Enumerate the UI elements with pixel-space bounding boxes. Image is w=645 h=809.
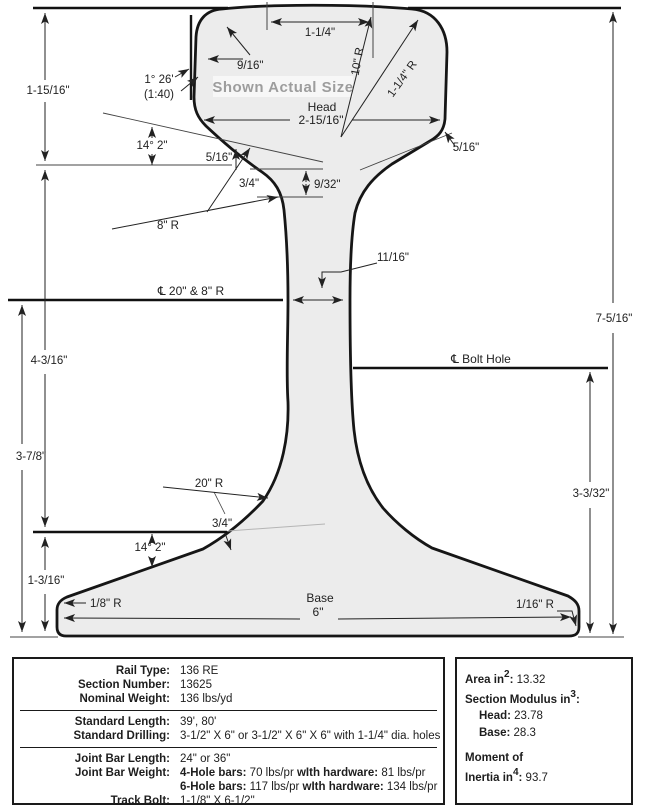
4-hole-hardware-weight: 81 lbs/pr — [381, 767, 426, 779]
inertia-label: Inertia in — [465, 771, 513, 784]
nominal-weight-label: Nominal Weight: — [79, 693, 170, 705]
6-hole-bars-weight: 117 lbs/pr — [249, 781, 300, 793]
area-colon: : — [509, 673, 514, 686]
dim-5-16-left-label: 5/16" — [205, 152, 233, 164]
standard-length-label: Standard Length: — [74, 716, 170, 728]
dim-3-3-32-label: 3-3/32" — [572, 488, 610, 500]
moment-of-label: Moment of — [465, 751, 524, 764]
nominal-weight-value: 136 lbs/yd — [180, 693, 233, 705]
joint-bar-weight-6hole-value — [180, 780, 437, 794]
joint-bar-weight-row-4hole — [20, 766, 437, 780]
section-modulus-label: Section Modulus in — [465, 693, 571, 706]
area-superscript: 2 — [504, 669, 510, 680]
dim-1-15-16-label: 1-15/16" — [26, 85, 70, 97]
radius-8in-label: 8" R — [157, 220, 179, 232]
dim-head-top-width-label: 1-1/4" — [304, 27, 336, 39]
spacer — [465, 743, 623, 751]
section-number-row — [20, 678, 437, 692]
6-hole-bars-label: 6-Hole bars: — [180, 781, 247, 793]
6-hole-hardware-weight: 134 lbs/pr — [386, 781, 438, 793]
modulus-base-line — [479, 726, 623, 740]
head-width-label: 2-15/16" — [298, 113, 344, 127]
dim-5-16-right-label: 5/16" — [452, 142, 480, 154]
angle-1-26-label: 1° 26' — [144, 74, 174, 86]
track-bolt-label: Track Bolt: — [110, 795, 170, 807]
joint-bar-length-value: 24" or 36" — [180, 753, 231, 765]
4-hole-bars-weight: 70 lbs/pr — [249, 767, 294, 779]
standard-drilling-value: 3-1/2" X 6" or 3-1/2" X 6" X 6" with 1-1/4" dia. holes — [180, 730, 441, 742]
joint-bar-length-label: Joint Bar Length: — [74, 753, 170, 765]
track-bolt-row — [20, 794, 437, 808]
modulus-head-line — [479, 709, 623, 723]
dim-3-4-top-label: 3/4" — [238, 178, 260, 190]
radius-1-16in-label: 1/16" R — [516, 599, 554, 611]
angle-14-2-top-label: 14° 2" — [136, 140, 168, 152]
dim-9-32-label: 9/32" — [314, 179, 341, 191]
dim-7-5-16-label: 7-5/16" — [595, 313, 633, 325]
inertia-superscript: 4 — [512, 766, 519, 778]
standard-length-row — [20, 715, 437, 729]
base-word-label: Base — [306, 591, 334, 605]
dim-1-3-16-label: 1-3/16" — [27, 575, 65, 587]
moment-line-1 — [465, 751, 623, 765]
joint-bar-length-row — [20, 752, 437, 766]
area-label: Area in — [465, 673, 504, 686]
corner-9-16-label: 9/16" — [237, 60, 264, 72]
radius-1-14in-label: 1-1/4" R — [385, 58, 420, 100]
head-word-label: Head — [307, 100, 337, 114]
6-hole-hardware-label: wIth hardware: — [302, 781, 384, 793]
base-width-label: 6" — [312, 605, 324, 619]
dim-4-3-16-label: 4-3/16" — [30, 355, 68, 367]
table-divider — [20, 710, 437, 711]
watermark-shown-actual-size: Shown Actual Size — [212, 79, 354, 96]
rail-type-value: 136 RE — [180, 665, 219, 677]
angle-14-2-bottom-label: 14° 2" — [134, 542, 166, 554]
standard-length-value: 39', 80' — [180, 716, 217, 728]
4-hole-bars-label: 4-Hole bars: — [180, 767, 247, 779]
dim-3-7-8-label: 3-7/8" — [15, 451, 47, 463]
moment-line-2 — [465, 767, 623, 785]
centerline-20-8-label: ℄ 20" & 8" R — [157, 284, 225, 298]
joint-bar-weight-4hole-value — [180, 766, 437, 780]
section-modulus-colon: : — [575, 693, 580, 706]
rail-type-label: Rail Type: — [115, 665, 170, 677]
modulus-head-value: 23.78 — [514, 709, 543, 722]
section-properties-box — [455, 657, 633, 805]
section-number-label: Section Number: — [77, 679, 170, 691]
radius-1-8in-label: 1/8" R — [90, 598, 122, 610]
inertia-value: 93.7 — [525, 771, 548, 784]
ratio-1-40-label: (1:40) — [143, 89, 175, 101]
radius-20in-label: 20" R — [194, 478, 224, 490]
dim-11-16-label: 11/16" — [377, 252, 410, 264]
centerline-bolt-hole-label: ℄ Bolt Hole — [451, 352, 511, 366]
nominal-weight-row — [20, 692, 437, 706]
section-modulus-superscript: 3 — [570, 688, 576, 700]
section-modulus-line — [465, 689, 623, 707]
inertia-colon: : — [518, 771, 523, 784]
modulus-head-label: Head: — [479, 709, 511, 722]
table-divider — [20, 747, 437, 748]
section-number-value: 13625 — [180, 679, 212, 691]
joint-bar-weight-blank-label — [20, 780, 170, 794]
area-line — [465, 669, 623, 687]
joint-bar-weight-label: Joint Bar Weight: — [75, 767, 170, 779]
track-bolt-value: 1-1/8" X 6-1/2" — [180, 795, 255, 807]
modulus-base-value: 28.3 — [513, 726, 536, 739]
joint-bar-weight-row-6hole — [20, 780, 437, 794]
dim-3-4-bottom-label: 3/4" — [211, 518, 233, 530]
rail-spec-table — [12, 657, 445, 805]
rail-type-row — [20, 664, 437, 678]
modulus-base-label: Base: — [479, 726, 511, 739]
radius-10in-label: 10" R — [349, 46, 367, 77]
standard-drilling-label: Standard Drilling: — [73, 730, 170, 742]
4-hole-hardware-label: wIth hardware: — [296, 767, 379, 779]
standard-drilling-row — [20, 729, 441, 743]
area-value: 13.32 — [516, 673, 546, 686]
